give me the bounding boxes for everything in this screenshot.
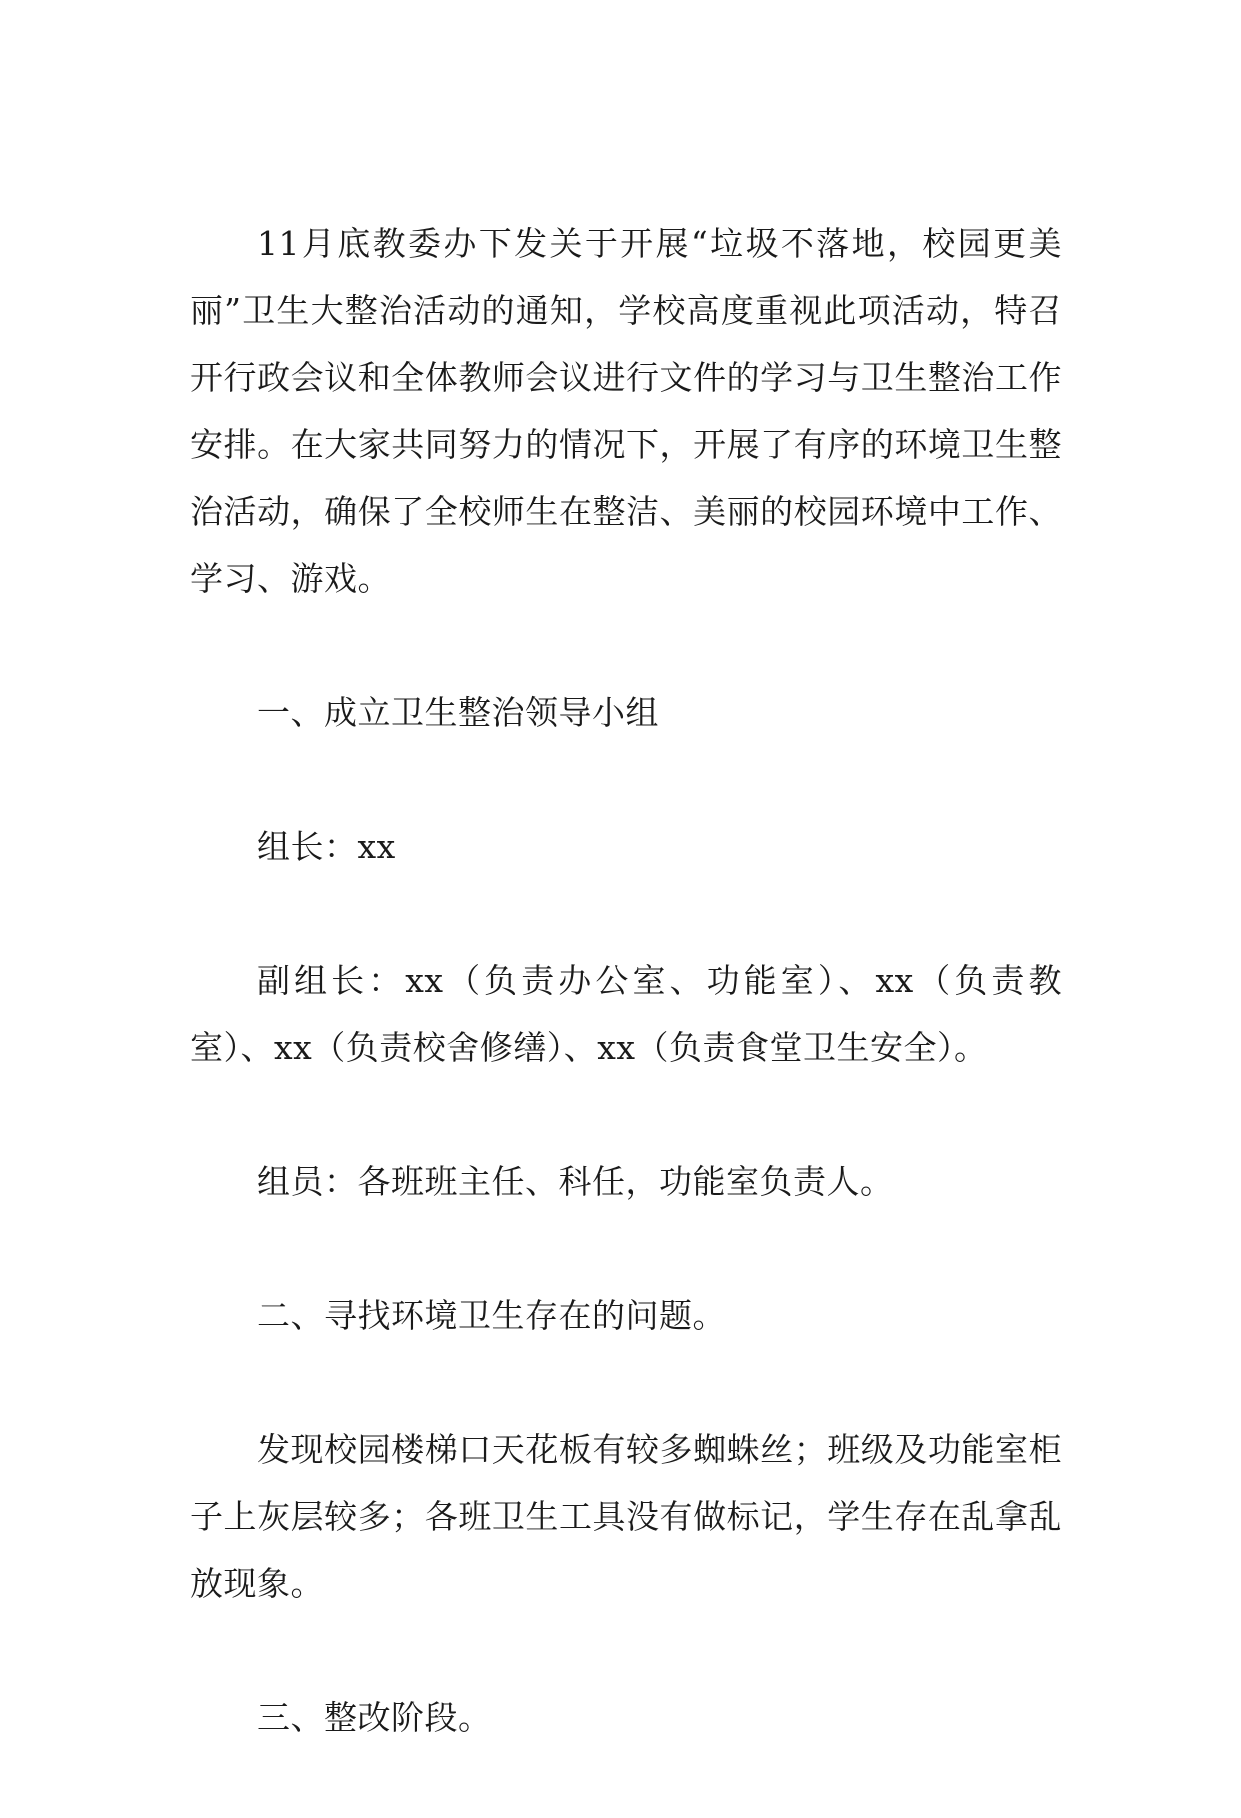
heading-section-2: 二、寻找环境卫生存在的问题。 <box>257 1296 726 1335</box>
heading-section-1: 一、成立卫生整治领导小组 <box>257 693 659 732</box>
heading-section-3: 三、整改阶段。 <box>257 1698 492 1737</box>
paragraph-members: 组员：各班班主任、科任，功能室负责人。 <box>257 1162 894 1201</box>
paragraph-leader: 组长：xx <box>257 827 396 866</box>
paragraph-deputy-leaders: 副组长：xx（负责办公室、功能室）、xx（负责教室）、xx（负责校舍修缮）、xx（负责食堂卫生安全）。 <box>190 961 1062 1067</box>
paragraph-problems: 发现校园楼梯口天花板有较多蜘蛛丝；班级及功能室柜子上灰层较多；各班卫生工具没有做标记，学生存在乱拿乱放现象。 <box>190 1430 1062 1603</box>
paragraph-intro: 11月底教委办下发关于开展“垃圾不落地，校园更美丽”卫生大整治活动的通知，学校高度重视此项活动，特召开行政会议和全体教师会议进行文件的学习与卫生整治工作安排。在大家共同努力的情况下，开展了有序的环境卫生整治活动，确保了全校师生在整洁、美丽的校园环境中工作、学习、游戏。 <box>190 224 1062 598</box>
document-body <box>190 210 1062 1818</box>
